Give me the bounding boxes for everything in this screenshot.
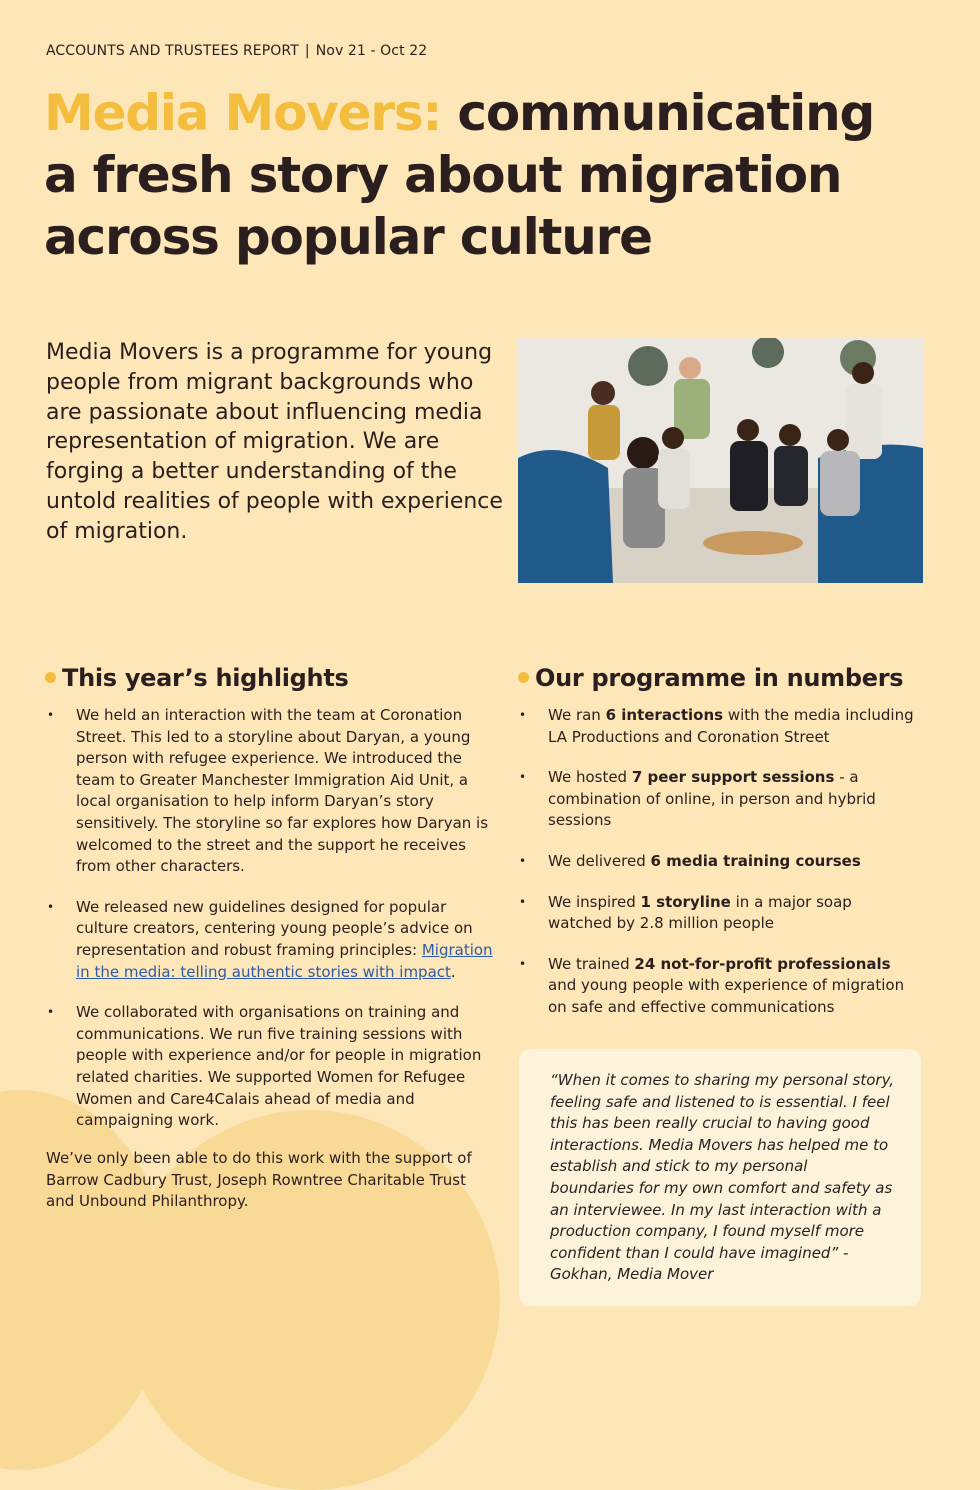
stat-value: 6 media training courses: [650, 851, 861, 870]
title-line1: communicating: [441, 84, 875, 142]
page-header: [46, 43, 427, 59]
page-title: [44, 82, 944, 268]
list-item: • We delivered 6 media training courses: [518, 851, 918, 873]
list-item: • We inspired 1 storyline in a major soap watched by 2.8 million people: [518, 892, 918, 935]
report-name: ACCOUNTS AND TRUSTEES REPORT: [46, 43, 299, 59]
stat-value: 7 peer support sessions: [631, 768, 835, 787]
highlights-heading-text: This year’s highlights: [62, 664, 349, 692]
list-item-text: We collaborated with organisations on training and communications. We run five training sessions with people with experience and/or for people in migration related charities. We supported Women for Refugee Women and Care4Calais ahead of media and campaigning work.: [76, 1003, 482, 1130]
list-item: • We trained 24 not-for-profit professionals and young people with experience of migration on safe and effective communications: [518, 954, 918, 1019]
stat-value: 24 not-for-profit professionals: [634, 954, 891, 973]
numbers-heading: [518, 663, 903, 693]
title-line3: across popular culture: [44, 208, 652, 266]
bullet-dot: [518, 672, 529, 683]
list-item-text-end: .: [450, 962, 456, 981]
list-item: • We ran 6 interactions with the media including LA Productions and Coronation Street: [518, 705, 918, 748]
list-item: [46, 1002, 496, 1132]
list-item: [46, 705, 496, 878]
list-item-text: We released new guidelines designed for popular culture creators, centering young people’s advice on representation and robust framing principles:: [76, 897, 473, 959]
header-separator: |: [304, 43, 310, 59]
highlights-heading: [45, 663, 349, 693]
bullet-dot: [45, 672, 56, 683]
list-item: • We hosted 7 peer support sessions - a combination of online, in person and hybrid sessions: [518, 767, 918, 832]
intro-paragraph: Media Movers is a programme for young people from migrant backgrounds who are passionate about influencing media representation of migration. We are forging a better understanding of the untold realities of people with experience of migration.: [46, 340, 503, 544]
highlights-list: [46, 705, 496, 1151]
list-item-text: We held an interaction with the team at Coronation Street. This led to a storyline about Daryan, a young person with refugee experience. We introduced the team to Greater Manchester Immigration Aid Unit, a local organisation to help inform Daryan’s story sensitively. The storyline so far explores how Daryan is welcomed to the street and the support he receives from other characters.: [76, 706, 489, 876]
testimonial-quote: [519, 1049, 921, 1306]
stat-value: 1 storyline: [640, 892, 731, 911]
numbers-list: [518, 705, 918, 1038]
title-line2: a fresh story about migration: [44, 146, 842, 204]
quote-text: “When it comes to sharing my personal story, feeling safe and listened to is essential. I feel this has been really crucial to having good interactions. Media Movers has helped me to establish and stick to my personal boundaries for my own comfort and safety as an interviewee. In my last interaction with a production company, I found myself more confident than I could have imagined” - Gokhan, Media Mover: [550, 1071, 895, 1284]
group-photo: [518, 338, 923, 583]
title-accent: Media Movers:: [44, 84, 442, 142]
numbers-heading-text: Our programme in numbers: [535, 664, 904, 692]
list-item: [46, 897, 496, 983]
support-note: We’ve only been able to do this work with the support of Barrow Cadbury Trust, Joseph Rowntree Charitable Trust and Unbound Philanthropy.: [46, 1149, 472, 1211]
report-period: Nov 21 - Oct 22: [315, 43, 428, 59]
guidelines-link[interactable]: Migration in the media: telling authentic stories with impact: [76, 940, 493, 981]
stat-value: 6 interactions: [605, 706, 724, 724]
